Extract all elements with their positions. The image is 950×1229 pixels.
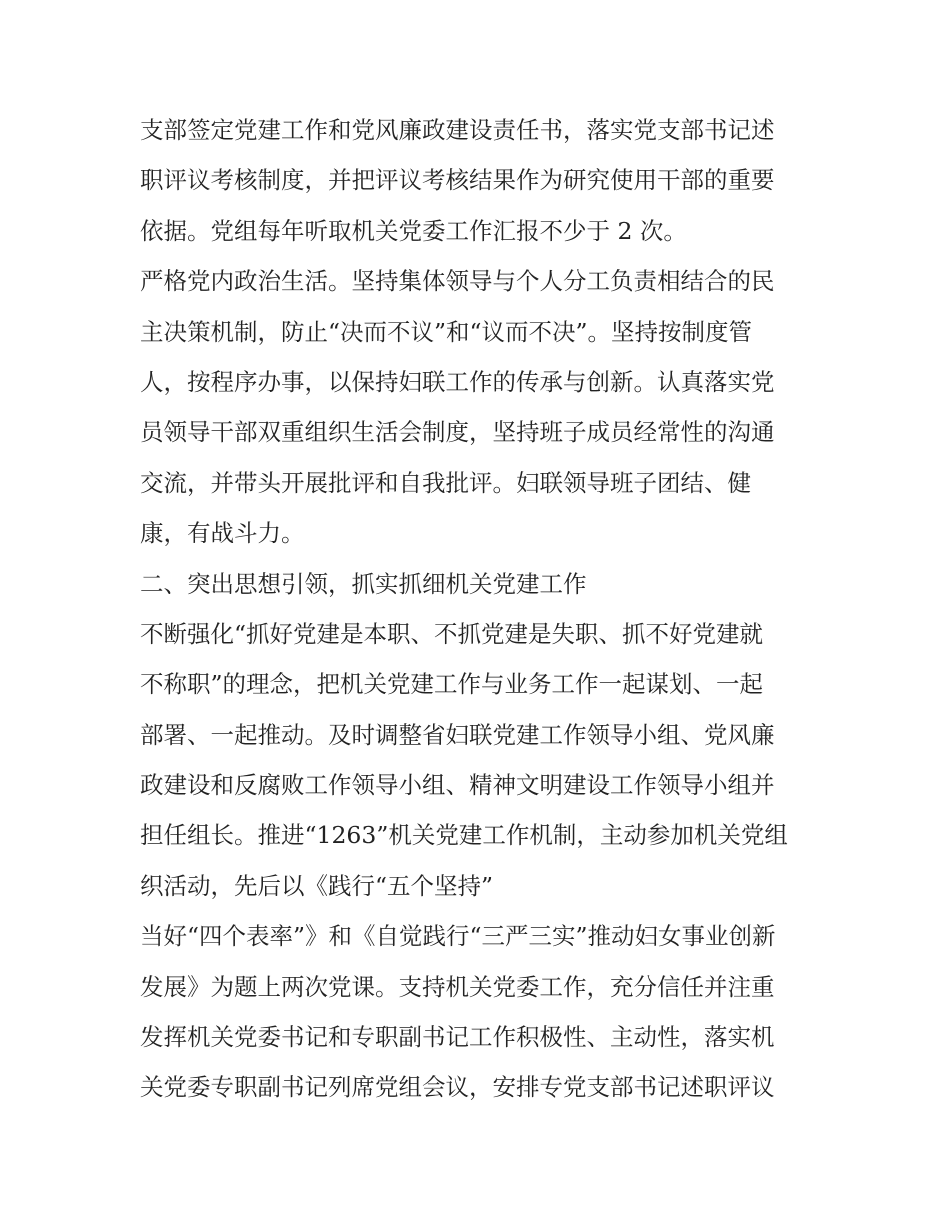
text-line: 严格党内政治生活。坚持集体领导与个人分工负责相结合的民 [140, 267, 775, 296]
text-line: 不断强化“抓好党建是本职、不抓党建是失职、抓不好党建就 [140, 619, 764, 648]
text-line: 发挥机关党委书记和专职副书记工作积极性、主动性，落实机 [140, 1023, 775, 1052]
text-line: 人，按程序办事，以保持妇联工作的传承与创新。认真落实党 [140, 367, 775, 396]
section-heading: 二、突出思想引领，抓实抓细机关党建工作 [140, 569, 587, 598]
text-line: 当好“四个表率”》和《自觉践行“三严三实”推动妇女事业创新 [140, 922, 776, 951]
text-line: 织活动，先后以《践行“五个坚持” [140, 871, 494, 900]
text-line: 职评议考核制度，并把评议考核结果作为研究使用干部的重要 [140, 166, 775, 195]
text-line: 不称职”的理念，把机关党建工作与业务工作一起谋划、一起 [140, 670, 764, 699]
text-line: 依据。党组每年听取机关党委工作汇报不少于 2 次。 [140, 216, 687, 245]
document-body [140, 105, 830, 1113]
text-line: 支部签定党建工作和党风廉政建设责任书，落实党支部书记述 [140, 116, 775, 144]
text-line: 康，有战斗力。 [140, 519, 305, 548]
text-line: 部署、一起推动。及时调整省妇联党建工作领导小组、党风廉 [140, 720, 775, 749]
text-line: 交流，并带头开展批评和自我批评。妇联领导班子团结、健 [140, 468, 751, 497]
text-line: 政建设和反腐败工作领导小组、精神文明建设工作领导小组并 [140, 771, 775, 800]
text-line: 员领导干部双重组织生活会制度，坚持班子成员经常性的沟通 [140, 418, 775, 447]
text-line: 关党委专职副书记列席党组会议，安排专党支部书记述职评议 [140, 1073, 775, 1102]
text-line: 主决策机制，防止“决而不议”和“议而不决”。坚持按制度管 [140, 317, 753, 346]
text-line: 担任组长。推进“1263”机关党建工作机制，主动参加机关党组 [140, 821, 788, 850]
text-line: 发展》为题上两次党课。支持机关党委工作，充分信任并注重 [140, 972, 775, 1001]
